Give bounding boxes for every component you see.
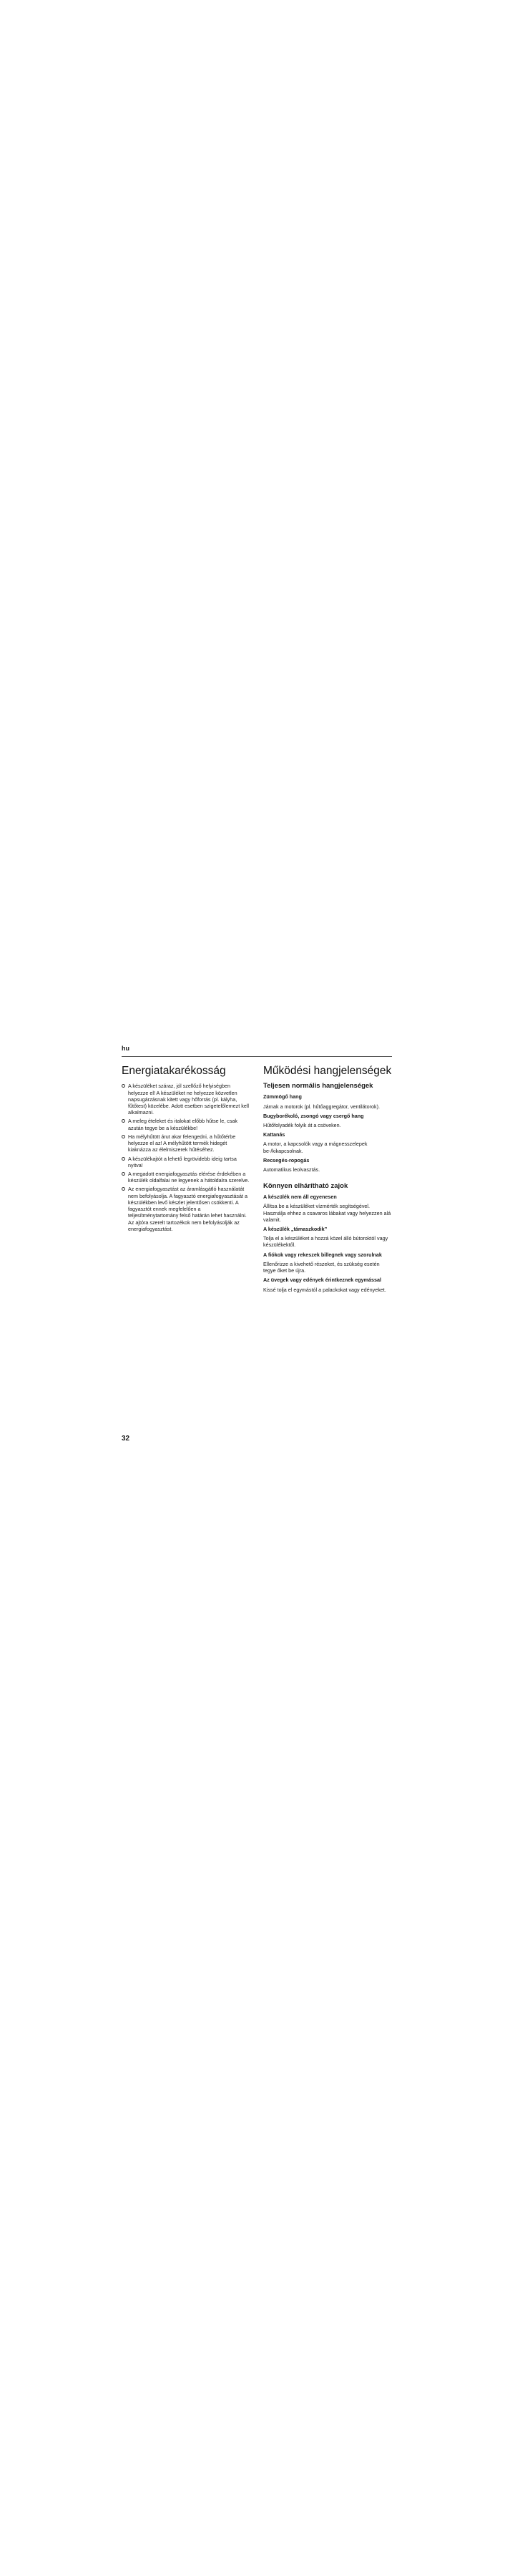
energy-saving-column	[122, 1065, 250, 1234]
bullet-icon	[122, 1084, 125, 1088]
bullet-icon	[122, 1172, 125, 1176]
language-tag: hu	[122, 1045, 129, 1052]
noise-label: A fiókok vagy rekeszek billegnek vagy szorulnak	[263, 1251, 382, 1258]
noise-description: Automatikus leolvasztás.	[263, 1166, 320, 1174]
noise-label: A készülék „támaszkodik”	[263, 1226, 328, 1233]
header-divider	[122, 1056, 392, 1057]
page-number: 32	[122, 1435, 130, 1443]
list-item: A meleg ételeket és italokat előbb hűtse le, csak azután tegye be a készülékbe!	[122, 1118, 250, 1131]
list-item: A készüléket száraz, jól szellőző helyiségben helyezze el! A készüléket ne helyezze közvetlen napsugárzásnak kitett vagy hőforrás (pl. kályha, fűtőtest) közelébe. Adott esetben szigetelőlemezt kell alkalmazni.	[122, 1083, 250, 1116]
noise-description: Tolja el a készüléket a hozzá közel álló bútoroktól vagy készülékektől.	[263, 1235, 388, 1249]
bullet-icon	[122, 1135, 125, 1138]
noise-description: Ellenőrizze a kivehető részeket, és szükség esetén tegye őket be újra.	[263, 1260, 380, 1274]
noise-label: A készülék nem áll egyenesen	[263, 1194, 337, 1201]
noise-label: Recsegés-ropogás	[263, 1156, 310, 1163]
bullet-icon	[122, 1157, 125, 1161]
noise-label: Kattanás	[263, 1131, 285, 1138]
noise-description: Állítsa be a készüléket vízmérték segítségével. Használja ehhez a csavaros lábakat vagy helyezzen alá valamit.	[263, 1203, 391, 1223]
noise-label: Bugyborékoló, zsongó vagy csergő hang	[263, 1112, 364, 1119]
list-item: A megadott energiafogyasztás elérése érdekében a készülék oldalfalai ne legyenek a hátoldalra szerelve.	[122, 1171, 250, 1184]
list-item: Az energiafogyasztást az áramlásgátló használatát nem befolyásolja. A fagyasztó energiafogyasztását a készülékben levő készlet jelentősen csökkenti. A fagyasztót ennek megfelelően a teljesítménytartomány felső határán lehet használni. Az ajtóra szerelt tartozékok nem befolyásolják az energiafogyasztást.	[122, 1186, 250, 1232]
avoidable-noises-heading: Könnyen elhárítható zajok	[263, 1182, 348, 1191]
noise-label: Zümmögő hang	[263, 1093, 302, 1101]
energy-saving-title: Energiatakarékosság	[122, 1065, 226, 1077]
list-item: Ha mélyhűtött árut akar felengedni, a hűtőtérbe helyezze el az! A mélyhűtött termék hidegét kiaknázza az élelmiszerek hűtéséhez.	[122, 1133, 250, 1153]
normal-noises-heading: Teljesen normális hangjelenségek	[263, 1082, 373, 1091]
noise-label: Az üvegek vagy edények érintkeznek egymással	[263, 1277, 382, 1284]
noise-description: Hűtőfolyadék folyik át a csöveken.	[263, 1121, 341, 1128]
noise-description: A motor, a kapcsolók vagy a mágnesszelepek be-/kikapcsolnak.	[263, 1141, 368, 1154]
energy-tips-list	[122, 1083, 250, 1232]
operating-noises-title: Működési hangjelenségek	[263, 1065, 392, 1077]
noise-description: Járnak a motorok (pl. hűtőaggregátor, ventilátorok).	[263, 1103, 381, 1110]
operating-noises-column	[263, 1065, 392, 1296]
bullet-icon	[122, 1187, 125, 1191]
list-item: A készülékajtót a lehető legrövidebb ideig tartsa nyitva!	[122, 1156, 250, 1169]
noise-description: Kissé tolja el egymástól a palackokat vagy edényeket.	[263, 1286, 386, 1293]
bullet-icon	[122, 1119, 125, 1123]
